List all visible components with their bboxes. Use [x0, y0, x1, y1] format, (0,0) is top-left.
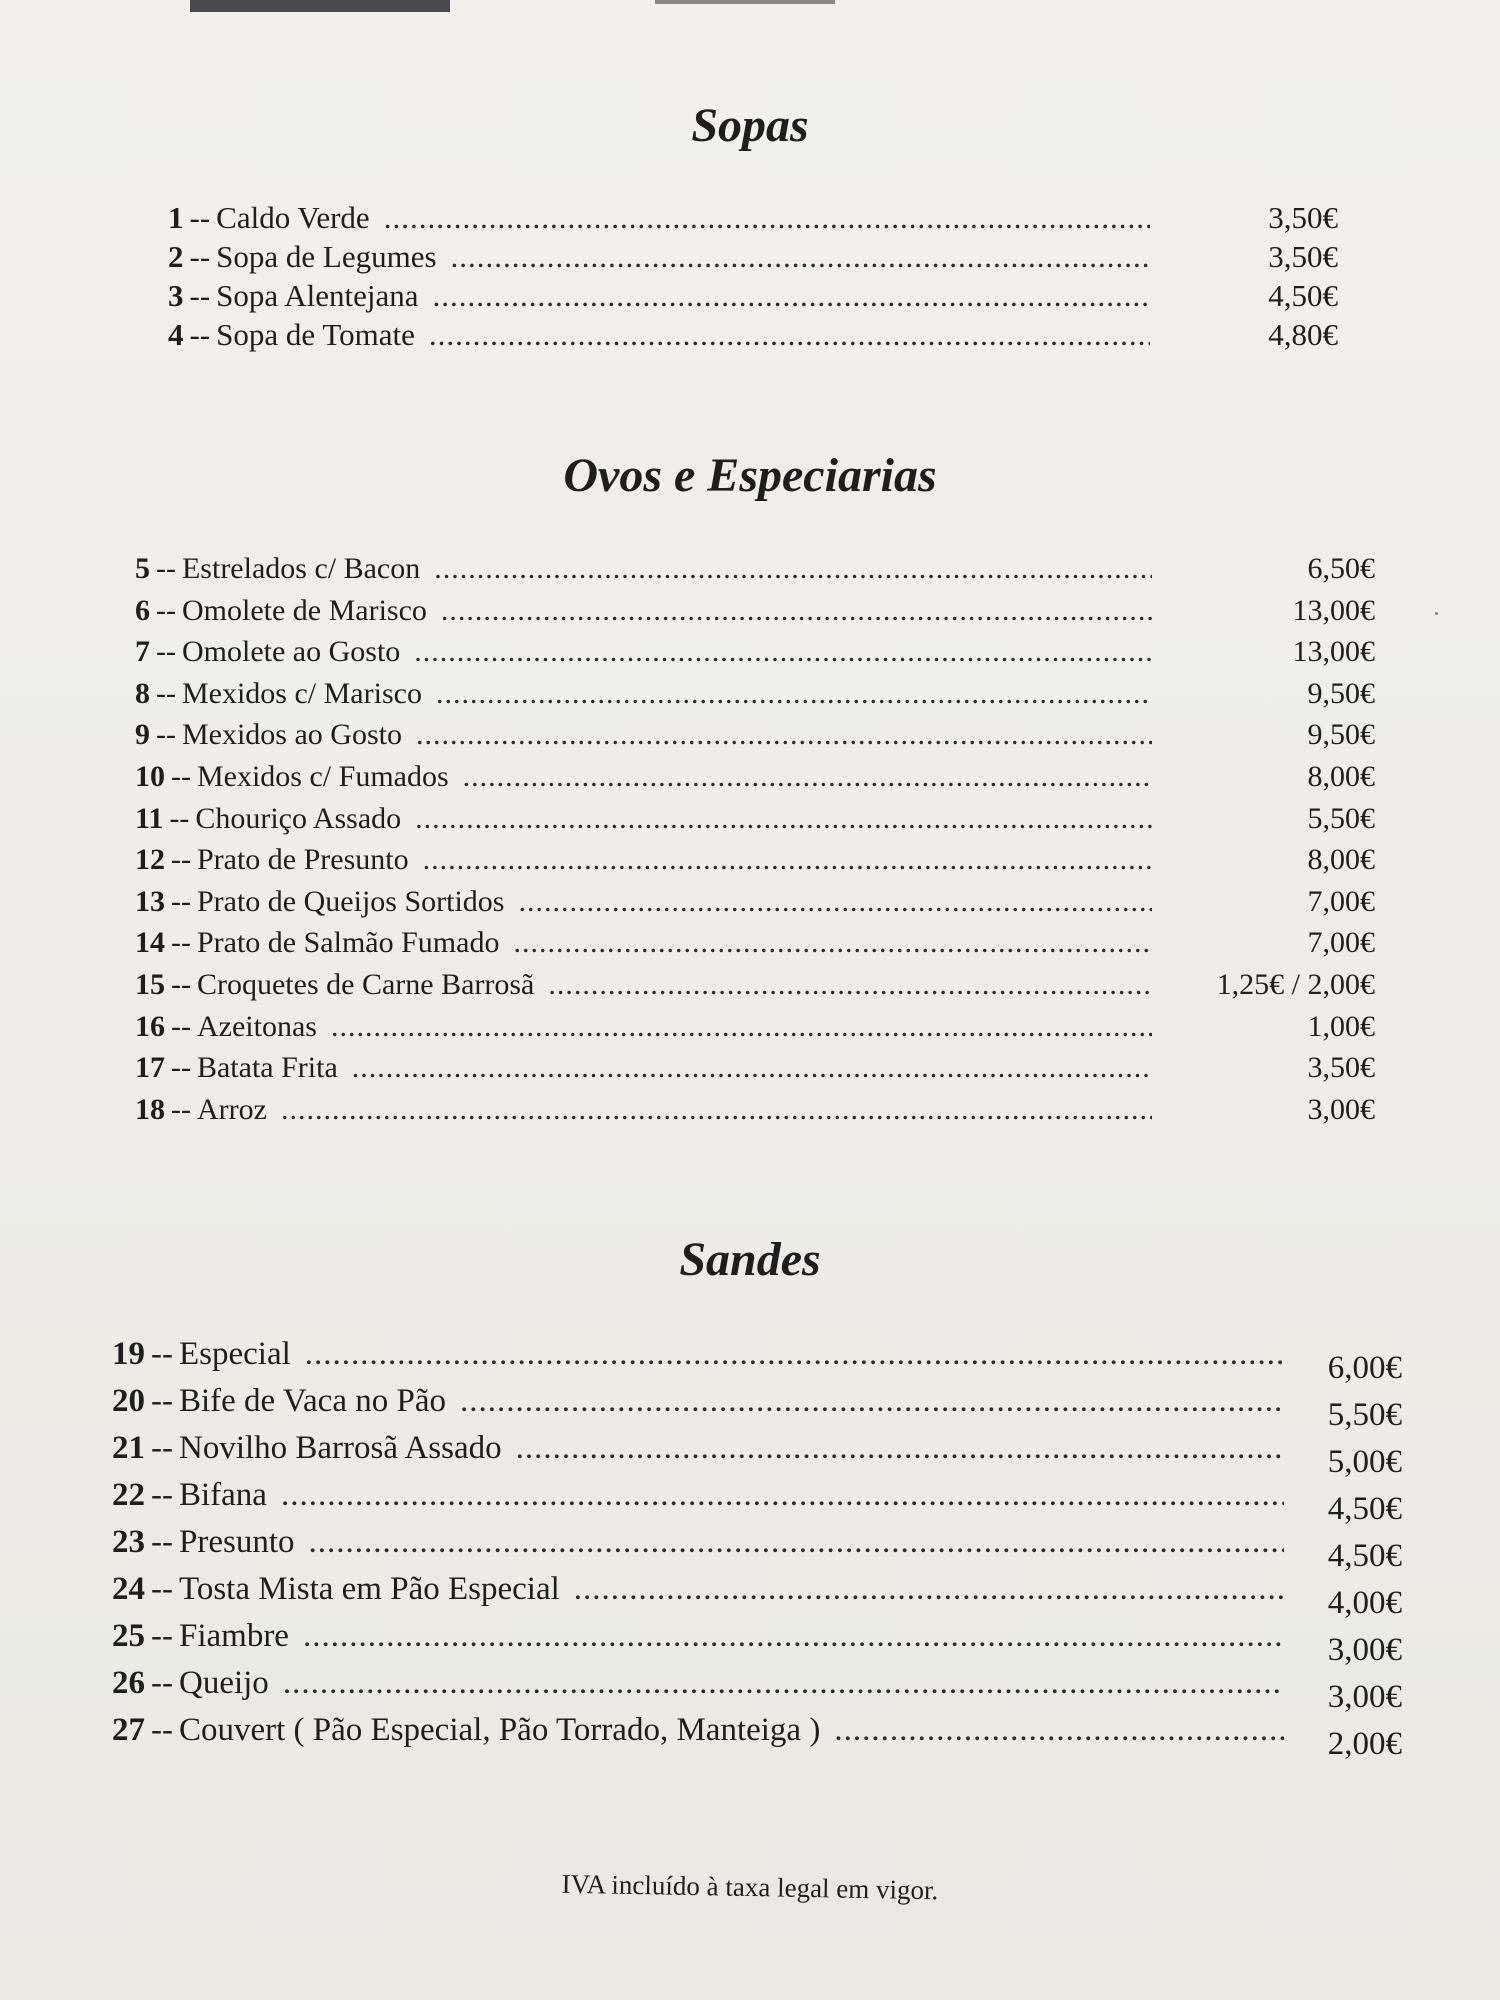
menu-item [135, 760, 1375, 802]
item-separator: -- [156, 718, 176, 752]
item-name: Mexidos c/ Fumados [196, 759, 449, 793]
dot-leader [432, 278, 1150, 314]
item-separator: -- [171, 967, 191, 1001]
menu-item [168, 200, 1338, 239]
item-name: Arroz [196, 1092, 267, 1126]
dot-leader [384, 200, 1150, 236]
menu-item [135, 635, 1375, 677]
section-title: Sandes [679, 1233, 821, 1286]
item-price: 8,00€ [1307, 843, 1375, 877]
item-price: 3,50€ [1268, 200, 1338, 235]
dot-leader [451, 239, 1150, 275]
menu-item [112, 1336, 1402, 1386]
section-title: Ovos e Especiarias [563, 449, 937, 502]
item-number: 23 [112, 1524, 145, 1560]
item-separator: -- [151, 1477, 173, 1513]
item-separator: -- [171, 1092, 191, 1126]
item-number: 4 [168, 317, 184, 352]
menu-item [112, 1665, 1402, 1715]
item-separator: -- [151, 1571, 173, 1607]
menu-item [135, 968, 1375, 1010]
menu-item [168, 317, 1338, 356]
item-price: 5,50€ [1307, 801, 1375, 835]
item-price: 4,50€ [1327, 1491, 1402, 1527]
item-price: 8,00€ [1307, 759, 1375, 793]
item-number: 3 [168, 278, 184, 313]
item-name: Tosta Mista em Pão Especial [178, 1571, 560, 1607]
menu-list [168, 200, 1338, 356]
item-name: Azeitonas [196, 1009, 317, 1043]
menu-item [135, 594, 1375, 636]
dot-leader [415, 802, 1152, 836]
item-price: 9,50€ [1307, 676, 1375, 710]
menu-item [135, 1051, 1375, 1093]
item-separator: -- [189, 200, 211, 235]
menu-item [112, 1618, 1402, 1668]
item-separator: -- [171, 1009, 191, 1043]
footer-note: IVA incluído à taxa legal em vigor. [561, 1868, 939, 1906]
item-price: 9,50€ [1307, 718, 1375, 752]
paper-speck [1435, 612, 1438, 615]
menu-item [112, 1477, 1402, 1527]
item-number: 7 [135, 635, 150, 669]
dot-leader [441, 594, 1152, 628]
item-number: 13 [135, 884, 165, 918]
dot-leader [574, 1571, 1284, 1608]
item-name: Omolete de Marisco [181, 593, 427, 627]
item-number: 15 [135, 967, 165, 1001]
item-number: 11 [135, 801, 164, 835]
item-number: 14 [135, 926, 165, 960]
dot-leader [834, 1712, 1284, 1749]
menu-item [135, 802, 1375, 844]
item-name: Bife de Vaca no Pão [178, 1383, 446, 1419]
item-separator: -- [171, 926, 191, 960]
item-name: Omolete ao Gosto [181, 635, 401, 669]
item-name: Prato de Salmão Fumado [196, 926, 500, 960]
dot-leader [429, 317, 1150, 353]
dot-leader [308, 1524, 1284, 1561]
menu-item [135, 677, 1375, 719]
item-price: 13,00€ [1292, 593, 1375, 627]
top-edge-strip-secondary [655, 0, 835, 4]
dot-leader [414, 635, 1152, 669]
menu-item [135, 1093, 1375, 1135]
item-name: Queijo [178, 1665, 269, 1701]
item-name: Sopa de Tomate [216, 317, 415, 352]
item-number: 6 [135, 593, 150, 627]
item-name: Mexidos c/ Marisco [181, 676, 422, 710]
item-number: 10 [135, 759, 165, 793]
menu-item [112, 1571, 1402, 1621]
item-name: Especial [178, 1336, 291, 1372]
dot-leader [331, 1010, 1152, 1044]
menu-item [112, 1712, 1402, 1762]
dot-leader [434, 552, 1152, 586]
dot-leader [352, 1051, 1152, 1085]
dot-leader [518, 885, 1152, 919]
item-name: Presunto [178, 1524, 295, 1560]
item-name: Sopa Alentejana [216, 278, 419, 313]
item-separator: -- [171, 843, 191, 877]
dot-leader [463, 760, 1152, 794]
item-separator: -- [156, 552, 176, 585]
item-separator: -- [151, 1665, 173, 1701]
dot-leader [281, 1093, 1152, 1127]
menu-item [112, 1430, 1402, 1480]
item-name: Mexidos ao Gosto [181, 718, 402, 752]
item-name: Croquetes de Carne Barrosã [196, 967, 535, 1001]
item-separator: -- [151, 1618, 173, 1654]
item-separator: -- [151, 1430, 173, 1466]
dot-leader [305, 1336, 1284, 1373]
menu-item [135, 1010, 1375, 1052]
item-price: 13,00€ [1292, 635, 1375, 669]
item-price: 5,00€ [1327, 1444, 1402, 1480]
dot-leader [548, 968, 1152, 1002]
menu-item [168, 278, 1338, 317]
item-name: Prato de Presunto [196, 843, 409, 877]
menu-item [168, 239, 1338, 278]
item-price: 4,80€ [1268, 317, 1338, 352]
item-number: 27 [112, 1712, 145, 1748]
item-separator: -- [151, 1712, 173, 1748]
item-number: 17 [135, 1051, 165, 1085]
menu-item [135, 552, 1375, 594]
item-separator: -- [189, 239, 211, 274]
item-separator: -- [151, 1383, 173, 1419]
item-separator: -- [151, 1336, 173, 1372]
top-edge-strip [190, 0, 450, 12]
item-separator: -- [171, 759, 191, 793]
item-name: Sopa de Legumes [216, 239, 437, 274]
item-name: Estrelados c/ Bacon [181, 552, 421, 585]
section-title: Sopas [691, 99, 809, 152]
item-number: 24 [112, 1571, 145, 1607]
item-separator: -- [151, 1524, 173, 1560]
item-number: 1 [168, 200, 184, 235]
item-price: 7,00€ [1307, 926, 1375, 960]
item-price: 4,50€ [1268, 278, 1338, 313]
dot-leader [283, 1665, 1284, 1702]
item-number: 22 [112, 1477, 145, 1513]
item-price: 3,00€ [1327, 1632, 1402, 1668]
dot-leader [416, 718, 1152, 752]
item-number: 19 [112, 1336, 145, 1372]
menu-item [135, 885, 1375, 927]
menu-item [135, 926, 1375, 968]
item-price: 2,00€ [1327, 1726, 1402, 1762]
item-name: Novilho Barrosã Assado [178, 1430, 502, 1466]
menu-item [112, 1383, 1402, 1433]
item-price: 3,00€ [1327, 1679, 1402, 1715]
item-separator: -- [171, 1051, 191, 1085]
item-number: 9 [135, 718, 150, 752]
item-price: 6,50€ [1307, 552, 1375, 585]
item-number: 21 [112, 1430, 145, 1466]
item-price: 3,50€ [1268, 239, 1338, 274]
item-number: 18 [135, 1092, 165, 1126]
menu-list [112, 1336, 1402, 1762]
item-name: Caldo Verde [216, 200, 370, 235]
item-separator: -- [189, 317, 211, 352]
item-separator: -- [189, 278, 211, 313]
item-separator: -- [171, 884, 191, 918]
item-number: 8 [135, 676, 150, 710]
item-price: 1,25€ / 2,00€ [1216, 967, 1375, 1001]
item-price: 5,50€ [1327, 1397, 1402, 1433]
menu-item [112, 1524, 1402, 1574]
item-name: Prato de Queijos Sortidos [196, 884, 505, 918]
dot-leader [423, 843, 1152, 877]
item-separator: -- [156, 593, 176, 627]
item-name: Couvert ( Pão Especial, Pão Torrado, Manteiga ) [178, 1712, 821, 1748]
item-number: 25 [112, 1618, 145, 1654]
item-price: 4,00€ [1327, 1585, 1402, 1621]
menu-list [135, 552, 1375, 1134]
dot-leader [513, 926, 1152, 960]
item-number: 12 [135, 843, 165, 877]
item-name: Batata Frita [196, 1051, 338, 1085]
menu-item [135, 843, 1375, 885]
dot-leader [460, 1383, 1284, 1420]
item-number: 26 [112, 1665, 145, 1701]
item-price: 1,00€ [1307, 1009, 1375, 1043]
menu-item [135, 718, 1375, 760]
item-price: 7,00€ [1307, 884, 1375, 918]
item-separator: -- [169, 801, 190, 835]
dot-leader [303, 1618, 1284, 1655]
item-price: 3,00€ [1307, 1092, 1375, 1126]
item-separator: -- [156, 676, 176, 710]
item-number: 2 [168, 239, 184, 274]
dot-leader [516, 1430, 1284, 1467]
item-price: 3,50€ [1307, 1051, 1375, 1085]
item-price: 4,50€ [1327, 1538, 1402, 1574]
item-name: Fiambre [178, 1618, 289, 1654]
dot-leader [436, 677, 1152, 711]
item-number: 5 [135, 552, 150, 585]
item-price: 6,00€ [1327, 1350, 1402, 1386]
dot-leader [281, 1477, 1284, 1514]
item-number: 16 [135, 1009, 165, 1043]
item-name: Chouriço Assado [195, 801, 402, 835]
item-separator: -- [156, 635, 176, 669]
item-number: 20 [112, 1383, 145, 1419]
item-name: Bifana [178, 1477, 267, 1513]
